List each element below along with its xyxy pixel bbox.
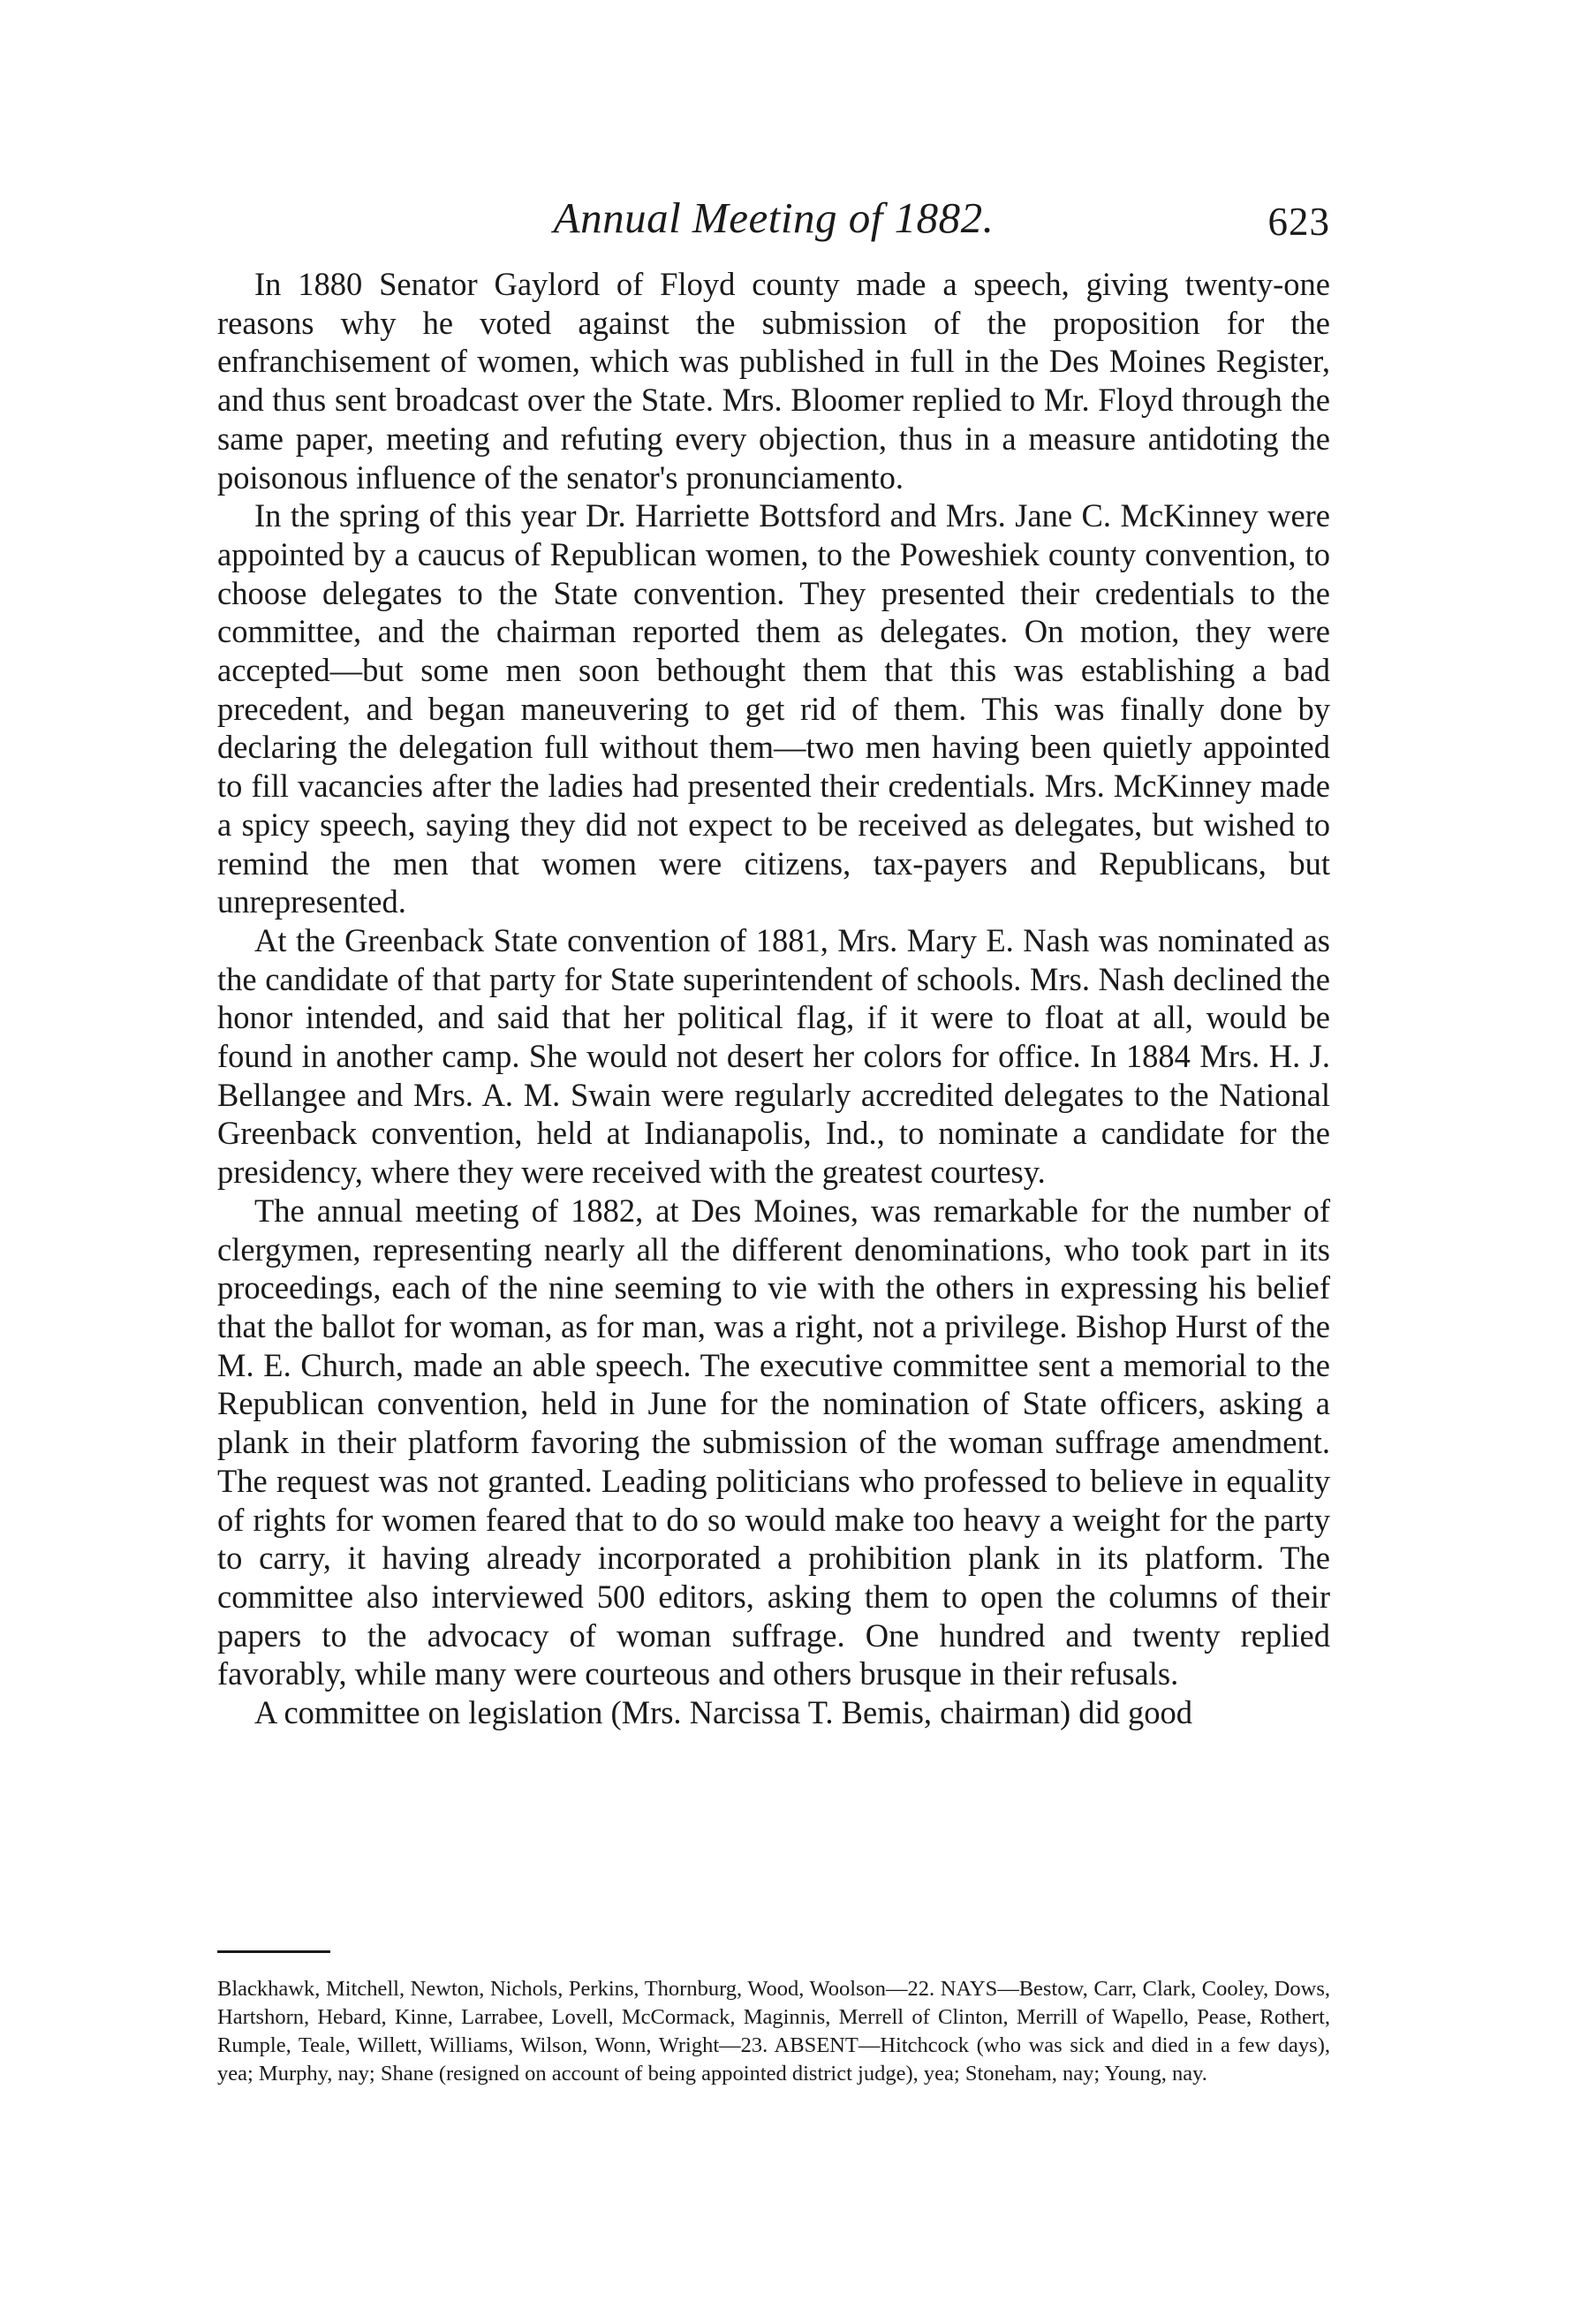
running-title: Annual Meeting of 1882.	[553, 193, 995, 242]
paragraph-5: A committee on legislation (Mrs. Narcissa T. Bemis, chairman) did good	[254, 1694, 1193, 1731]
paragraph-1: In 1880 Senator Gaylord of Floyd county made a speech, giving twenty-one reasons why he voted against the submission of the proposition for the enfranchisement of women, which was published in full in the Des Moines Register, and thus sent broadcast over the State. Mrs. Bloomer replied to Mr. Floyd through the same paper, meeting and refuting every objection, thus in a measure antidoting the poisonous influence of the senator's pronunciamento.	[217, 266, 1330, 496]
footnote-rule	[217, 1950, 330, 1953]
paragraph-2: In the spring of this year Dr. Harriette Bottsford and Mrs. Jane C. McKinney were appointed by a caucus of Republican women, to the Poweshiek county convention, to choose delegates to the State convention. They presented their credentials to the committee, and the chairman reported them as delegates. On motion, they were accepted—but some men soon bethought them that this was establishing a bad precedent, and began maneuvering to get rid of them. This was finally done by declaring the delegation full without them—two men having been quietly appointed to fill vacancies after the ladies had presented their credentials. Mrs. McKinney made a spicy speech, saying they did not expect to be received as delegates, but wished to remind the men that women were citizens, tax-payers and Republicans, but unrepresented.	[217, 497, 1330, 920]
body-text	[217, 265, 1330, 1732]
footnote	[217, 1975, 1330, 2088]
running-head	[217, 187, 1330, 249]
page-number: 623	[1267, 200, 1330, 244]
paragraph-3: At the Greenback State convention of 1881, Mrs. Mary E. Nash was nominated as the candidate of that party for State superintendent of schools. Mrs. Nash declined the honor intended, and said that her political flag, if it were to float at all, would be found in another camp. She would not desert her colors for office. In 1884 Mrs. H. J. Bellangee and Mrs. A. M. Swain were regularly accredited delegates to the National Greenback convention, held at Indianapolis, Ind., to nominate a candidate for the presidency, where they were received with the greatest courtesy.	[217, 921, 1330, 1191]
paragraph-4: The annual meeting of 1882, at Des Moines, was remarkable for the number of clergymen, representing nearly all the different denominations, who took part in its proceedings, each of the nine seeming to vie with the others in expressing his belief that the ballot for woman, as for man, was a right, not a privilege. Bishop Hurst of the M. E. Church, made an able speech. The executive committee sent a memorial to the Republican convention, held in June for the nomination of State officers, asking a plank in their platform favoring the submission of the woman suffrage amendment. The request was not granted. Leading politicians who professed to believe in equality of rights for women feared that to do so would make too heavy a weight for the party to carry, it having already incorporated a prohibition plank in its platform. The committee also interviewed 500 editors, asking them to open the columns of their papers to the advocacy of woman suffrage. One hundred and twenty replied favorably, while many were courteous and others brusque in their refusals.	[217, 1192, 1330, 1692]
footnote-text: Blackhawk, Mitchell, Newton, Nichols, Perkins, Thornburg, Wood, Woolson—22. NAYS—Bestow, Carr, Clark, Cooley, Dows, Hartshorn, Hebard, Kinne, Larrabee, Lovell, McCormack, Maginnis, Merrell of Clinton, Merrill of Wapello, Pease, Rothert, Rumple, Teale, Willett, Williams, Wilson, Wonn, Wright—23. ABSENT—Hitchcock (who was sick and died in a few days), yea; Murphy, nay; Shane (resigned on account of being appointed district judge), yea; Stoneham, nay; Young, nay.	[217, 1977, 1330, 2086]
